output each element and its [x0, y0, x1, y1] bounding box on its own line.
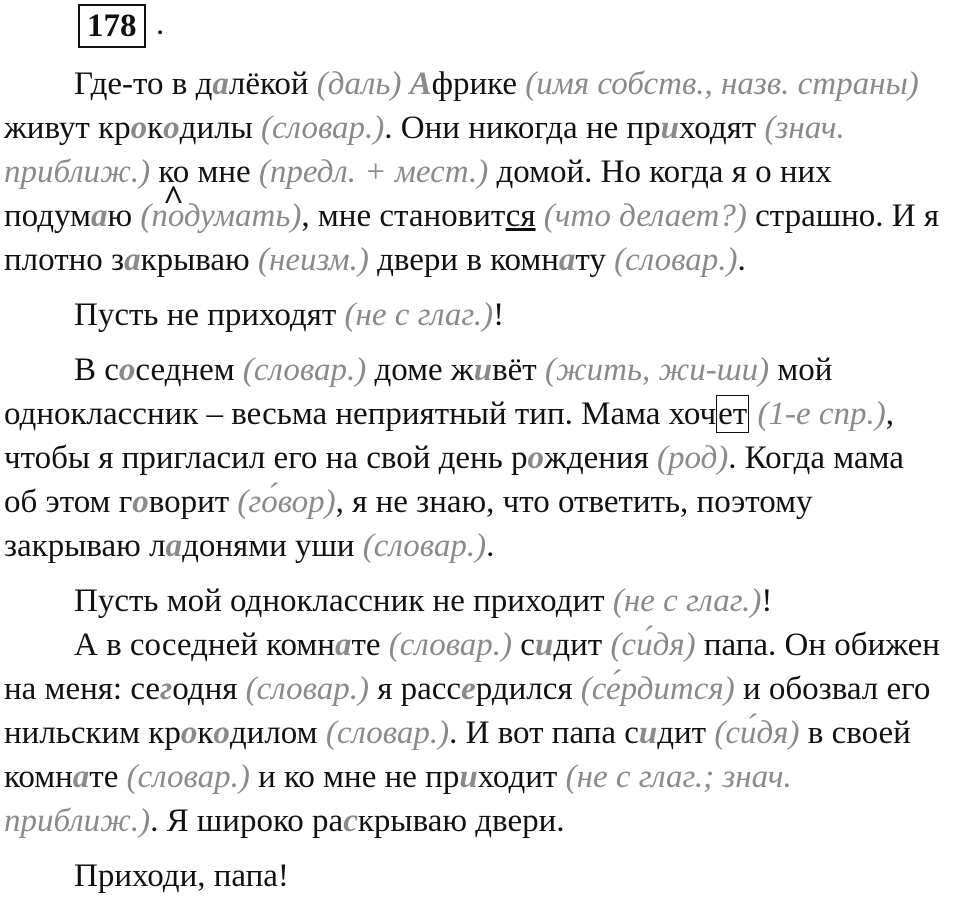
hint: (жить, жи-ши) — [544, 352, 770, 388]
hint: (го́вор) — [237, 484, 336, 520]
inserted-letter: а — [124, 242, 141, 278]
inserted-letter: о — [130, 110, 148, 146]
paragraph-4 — [4, 579, 944, 623]
inserted-letter: и — [638, 715, 658, 751]
inserted-letter: о — [118, 352, 136, 388]
text-run: ворит — [148, 484, 238, 520]
exercise-number-dot: . — [156, 6, 165, 42]
hint: (словар.) — [614, 242, 738, 278]
text-run: страшно. И я плотно з — [4, 198, 940, 278]
text-run: рдился — [475, 671, 581, 707]
paragraph-1 — [4, 62, 944, 282]
text-run: и обозвал его нильским кр — [4, 671, 931, 751]
underlined-suffix: ся — [505, 198, 536, 234]
text-run: . И вот папа с — [449, 715, 639, 751]
inserted-letter: а — [558, 242, 576, 278]
hint: (неизм.) — [257, 242, 369, 278]
text-run: ждения — [544, 440, 658, 476]
inserted-letter: а — [334, 627, 352, 663]
inserted-letter: о — [213, 715, 230, 751]
text-run: живут кр — [4, 110, 131, 146]
text-run: . — [737, 242, 746, 278]
text-run: ю — [107, 198, 141, 234]
text-run: к — [147, 110, 164, 146]
inserted-letter: и — [660, 110, 680, 146]
inserted-letter: и — [473, 352, 493, 388]
text-run: крываю — [140, 242, 258, 278]
hint: (словар.) — [242, 352, 367, 388]
text-run: ходят — [679, 110, 765, 146]
text-run: А в соседней комн — [74, 627, 335, 663]
text-run: донями уши — [182, 528, 363, 564]
text-run: доме ж — [366, 352, 474, 388]
inserted-letter: а — [72, 759, 90, 795]
text-run: . Когда мама об этом г — [4, 440, 904, 520]
text-run: , чтобы я пригласил его на свой день р — [4, 396, 894, 476]
hint: (1-е спр.) — [757, 396, 886, 432]
hint: (предл. + мест.) — [258, 154, 489, 190]
text-run: папа. Он обижен на меня: се — [4, 627, 940, 707]
hint: (си́дя) — [714, 715, 800, 751]
text-run: дилом — [229, 715, 326, 751]
text-run: ! — [493, 297, 505, 333]
text-run: дилы — [179, 110, 262, 146]
inserted-letter: а — [165, 528, 183, 564]
text-run: фрике — [431, 66, 526, 102]
paragraph-2 — [4, 293, 944, 337]
text-run: , я не знаю, что ответить, поэтому закрываю л — [4, 484, 813, 564]
text-run: Пусть не приходят — [74, 297, 345, 333]
text-run: те — [89, 759, 127, 795]
inserted-letter: А — [409, 66, 432, 102]
inserted-letter: а — [212, 66, 229, 102]
hint: (си́дя) — [610, 627, 696, 663]
text-run: ко мне — [150, 154, 259, 190]
paragraph-3 — [4, 348, 944, 568]
hint: (се́рдится) — [580, 671, 735, 707]
text-run: к — [197, 715, 214, 751]
text-run: дит — [553, 627, 611, 663]
text-run: . Они никогда не пр — [384, 110, 661, 146]
hint: (имя собств., назв. страны) — [525, 66, 919, 102]
text-run: мой одноклассник – весьма неприятный тип. Мама хоч — [4, 352, 833, 432]
text-run: . Я широко ра — [150, 803, 344, 839]
text-run: в своей комн — [4, 715, 911, 795]
inserted-letter: е — [461, 671, 476, 707]
text-run: Приходи, папа! — [74, 858, 289, 894]
text-run: Где-то в д — [74, 66, 213, 102]
hint: (словар.) — [362, 528, 487, 564]
text-run: ! — [761, 583, 773, 619]
exercise-text — [4, 62, 944, 898]
hint: (не с глаг.; знач. приближ.) — [4, 759, 792, 839]
text-run: ходит — [477, 759, 566, 795]
hint: (даль) — [316, 66, 402, 102]
inserted-letter: с — [343, 803, 358, 839]
text-run: те — [351, 627, 389, 663]
paragraph-5 — [4, 623, 944, 843]
inserted-letter: о — [180, 715, 198, 751]
hint: (словар.) — [245, 671, 369, 707]
hint: (не с глаг.) — [344, 297, 494, 333]
paragraph-6 — [4, 854, 944, 898]
inserted-letter: о — [132, 484, 149, 520]
inserted-letter: о — [527, 440, 545, 476]
hint: (словар.) — [126, 759, 250, 795]
inserted-letter: г — [160, 671, 173, 707]
text-run: двери в комн — [368, 242, 559, 278]
text-run: крываю двери. — [357, 803, 565, 839]
hint: (знач. приближ.) — [4, 110, 845, 190]
boxed-ending: ет — [718, 396, 748, 432]
text-run — [401, 66, 409, 102]
hint: (словар.) — [325, 715, 450, 751]
inserted-letter: о — [163, 110, 180, 146]
text-run: с — [512, 627, 535, 663]
text-run: одня — [172, 671, 246, 707]
text-run: я расс — [368, 671, 462, 707]
inserted-letter: и — [459, 759, 478, 795]
text-run: В с — [74, 352, 119, 388]
hint: (род) — [657, 440, 729, 476]
text-run: вёт — [492, 352, 545, 388]
text-run: . — [486, 528, 495, 564]
text-run: и ко мне не пр — [249, 759, 460, 795]
exercise-number: 178 — [78, 4, 146, 48]
text-run: седнем — [135, 352, 243, 388]
inserted-letter: ^ а — [91, 198, 108, 234]
hint: (что делает?) — [543, 198, 747, 234]
text-run: домой. Но когда я о них подум — [4, 154, 832, 234]
inserted-letter: и — [534, 627, 554, 663]
hint: (подумать) — [140, 198, 302, 234]
text-run: ту — [575, 242, 615, 278]
text-run — [536, 198, 544, 234]
text-run: лёкой — [228, 66, 317, 102]
hint: (словар.) — [388, 627, 513, 663]
hint: (не с глаг.) — [612, 583, 762, 619]
text-run: , мне становит — [301, 198, 506, 234]
text-run: дит — [657, 715, 715, 751]
hint: (словар.) — [261, 110, 385, 146]
text-run: Пусть мой одноклассник не приходит — [74, 583, 613, 619]
